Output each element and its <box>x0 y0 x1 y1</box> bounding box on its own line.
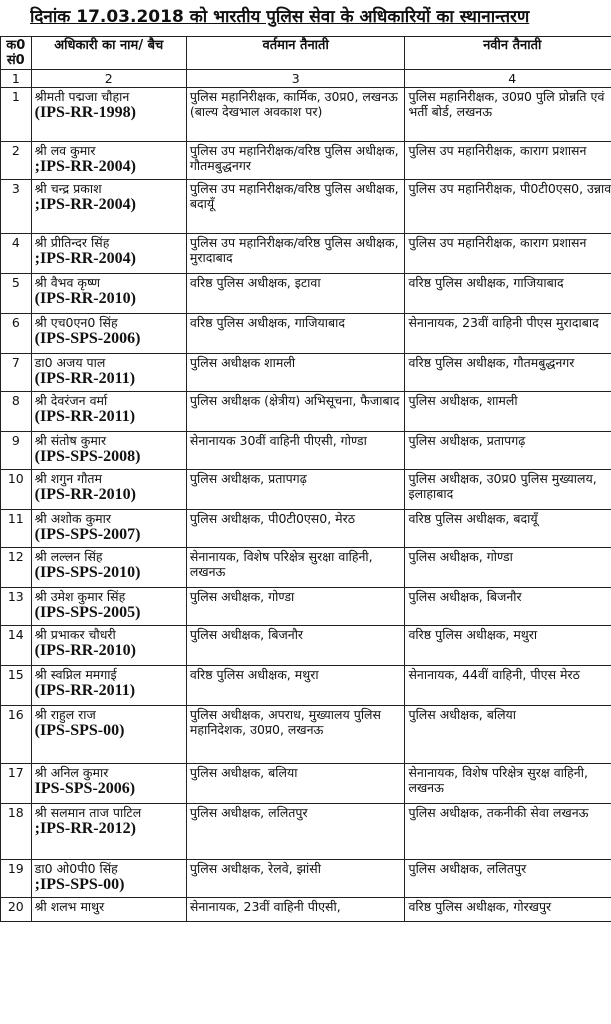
current-posting: सेनानायक 30वीं वाहिनी पीएसी, गोण्डा <box>186 432 405 470</box>
officer-name: श्री संतोष कुमार <box>34 433 107 448</box>
row-serial-number: 15 <box>1 666 32 706</box>
officer-cell <box>31 548 186 588</box>
new-posting: पुलिस उप महानिरीक्षक, पी0टी0एस0, उन्नाव <box>405 180 611 234</box>
column-number: 3 <box>186 70 405 88</box>
table-row <box>1 764 611 804</box>
row-serial-number: 19 <box>1 860 32 898</box>
officer-batch: (IPS-SPS-2006) <box>34 330 141 347</box>
new-posting: सेनानायक, 44वीं वाहिनी, पीएस मेरठ <box>405 666 611 706</box>
table-row <box>1 432 611 470</box>
officer-batch: (IPS-SPS-2005) <box>34 604 141 621</box>
officer-name: श्री एच0एन0 सिंह <box>34 315 118 330</box>
officer-name: श्री स्वप्निल ममगाई <box>34 667 117 682</box>
row-serial-number: 12 <box>1 548 32 588</box>
new-posting: पुलिस उप महानिरीक्षक, काराग प्रशासन <box>405 142 611 180</box>
officer-name: डा0 अजय पाल <box>34 355 106 370</box>
row-serial-number: 18 <box>1 804 32 860</box>
header-officer: अधिकारी का नाम/ बैच <box>31 37 186 70</box>
officer-cell <box>31 626 186 666</box>
officer-cell <box>31 354 186 392</box>
officer-cell <box>31 860 186 898</box>
column-number-row <box>1 70 611 88</box>
column-number: 1 <box>1 70 32 88</box>
header-new-posting: नवीन तैनाती <box>405 37 611 70</box>
new-posting: वरिष्ठ पुलिस अधीक्षक, गाजियाबाद <box>405 274 611 314</box>
table-row <box>1 88 611 142</box>
new-posting: वरिष्ठ पुलिस अधीक्षक, मथुरा <box>405 626 611 666</box>
officer-name: श्री प्रभाकर चौधरी <box>34 627 116 642</box>
officer-name: श्री अशोक कुमार <box>34 511 111 526</box>
officer-cell <box>31 706 186 764</box>
row-serial-number: 1 <box>1 88 32 142</box>
officer-name: श्री राहुल राज <box>34 707 96 722</box>
officer-name: श्री देवरंजन वर्मा <box>34 393 108 408</box>
officer-name: श्री शलभ माथुर <box>34 899 105 914</box>
row-serial-number: 5 <box>1 274 32 314</box>
officer-name: श्री अनिल कुमार <box>34 765 109 780</box>
current-posting: पुलिस अधीक्षक, गोण्डा <box>186 588 405 626</box>
officer-batch: ;IPS-RR-2012) <box>34 820 136 837</box>
officer-name: श्री सलमान ताज पाटिल <box>34 805 142 820</box>
current-posting: पुलिस अधीक्षक (क्षेत्रीय) अभिसूचना, फैजाबाद <box>186 392 405 432</box>
new-posting: वरिष्ठ पुलिस अधीक्षक, गौतमबुद्धनगर <box>405 354 611 392</box>
officer-cell <box>31 142 186 180</box>
new-posting: पुलिस अधीक्षक, तकनीकी सेवा लखनऊ <box>405 804 611 860</box>
row-serial-number: 2 <box>1 142 32 180</box>
row-serial-number: 9 <box>1 432 32 470</box>
table-row <box>1 860 611 898</box>
header-current-posting: वर्तमान तैनाती <box>186 37 405 70</box>
row-serial-number: 14 <box>1 626 32 666</box>
officer-batch: (IPS-RR-2010) <box>34 642 136 659</box>
current-posting: पुलिस अधीक्षक, पी0टी0एस0, मेरठ <box>186 510 405 548</box>
officer-cell <box>31 392 186 432</box>
row-serial-number: 3 <box>1 180 32 234</box>
officer-batch: (IPS-RR-2010) <box>34 486 136 503</box>
new-posting: पुलिस महानिरीक्षक, उ0प्र0 पुलि प्रोन्नति एवं भर्ती बोर्ड, लखनऊ <box>405 88 611 142</box>
table-row <box>1 510 611 548</box>
current-posting: पुलिस अधीक्षक, बिजनौर <box>186 626 405 666</box>
table-body <box>1 88 611 922</box>
row-serial-number: 10 <box>1 470 32 510</box>
current-posting: सेनानायक, 23वीं वाहिनी पीएसी, <box>186 898 405 922</box>
current-posting: पुलिस महानिरीक्षक, कार्मिक, उ0प्र0, लखनऊ (बाल्य देखभाल अवकाश पर) <box>186 88 405 142</box>
current-posting: वरिष्ठ पुलिस अधीक्षक, मथुरा <box>186 666 405 706</box>
officer-name: श्रीमती पद्मजा चौहान <box>34 89 130 104</box>
new-posting: पुलिस अधीक्षक, बिजनौर <box>405 588 611 626</box>
current-posting: वरिष्ठ पुलिस अधीक्षक, इटावा <box>186 274 405 314</box>
table-row <box>1 898 611 922</box>
current-posting: पुलिस अधीक्षक, ललितपुर <box>186 804 405 860</box>
officer-batch: (IPS-SPS-2010) <box>34 564 141 581</box>
table-row <box>1 392 611 432</box>
officer-cell <box>31 666 186 706</box>
table-row <box>1 706 611 764</box>
row-serial-number: 6 <box>1 314 32 354</box>
officer-cell <box>31 88 186 142</box>
current-posting: पुलिस अधीक्षक, रेलवे, झांसी <box>186 860 405 898</box>
officer-cell <box>31 898 186 922</box>
row-serial-number: 13 <box>1 588 32 626</box>
officer-batch: (IPS-RR-1998) <box>34 104 136 121</box>
officer-cell <box>31 588 186 626</box>
officer-name: श्री वैभव कृष्ण <box>34 275 101 290</box>
table-row <box>1 314 611 354</box>
current-posting: सेनानायक, विशेष परिक्षेत्र सुरक्षा वाहिनी, लखनऊ <box>186 548 405 588</box>
officer-batch: (IPS-RR-2010) <box>34 290 136 307</box>
table-row <box>1 548 611 588</box>
new-posting: पुलिस अधीक्षक, गोण्डा <box>405 548 611 588</box>
officer-cell <box>31 274 186 314</box>
current-posting: पुलिस अधीक्षक, अपराध, मुख्यालय पुलिस महानिदेशक, उ0प्र0, लखनऊ <box>186 706 405 764</box>
officer-batch: (IPS-SPS-2007) <box>34 526 141 543</box>
table-row <box>1 274 611 314</box>
officer-name: श्री लल्लन सिंह <box>34 549 103 564</box>
new-posting: वरिष्ठ पुलिस अधीक्षक, बदायूँ <box>405 510 611 548</box>
officer-name: श्री चन्द्र प्रकाश <box>34 181 102 196</box>
current-posting: पुलिस अधीक्षक, प्रतापगढ़ <box>186 470 405 510</box>
row-serial-number: 4 <box>1 234 32 274</box>
new-posting: सेनानायक, 23वीं वाहिनी पीएस मुरादाबाद <box>405 314 611 354</box>
current-posting: पुलिस उप महानिरीक्षक/वरिष्ठ पुलिस अधीक्षक, मुरादाबाद <box>186 234 405 274</box>
table-row <box>1 626 611 666</box>
new-posting: पुलिस अधीक्षक, उ0प्र0 पुलिस मुख्यालय, इलाहाबाद <box>405 470 611 510</box>
officer-batch: (IPS-RR-2011) <box>34 408 136 425</box>
row-serial-number: 7 <box>1 354 32 392</box>
table-row <box>1 142 611 180</box>
officer-name: श्री लव कुमार <box>34 143 96 158</box>
page-title: दिनांक 17.03.2018 को भारतीय पुलिस सेवा के अधिकारियों का स्थानान्तरण <box>30 7 530 27</box>
table-row <box>1 234 611 274</box>
officer-cell <box>31 314 186 354</box>
row-serial-number: 20 <box>1 898 32 922</box>
column-number: 4 <box>405 70 611 88</box>
transfer-table <box>0 36 611 922</box>
current-posting: पुलिस उप महानिरीक्षक/वरिष्ठ पुलिस अधीक्षक, बदायूँ <box>186 180 405 234</box>
officer-batch: (IPS-RR-2011) <box>34 370 136 387</box>
table-row <box>1 354 611 392</box>
officer-cell <box>31 804 186 860</box>
officer-batch: IPS-SPS-2006) <box>34 780 136 797</box>
officer-batch: (IPS-SPS-00) <box>34 722 125 739</box>
officer-name: श्री प्रीतिन्दर सिंह <box>34 235 110 250</box>
new-posting: पुलिस अधीक्षक, शामली <box>405 392 611 432</box>
current-posting: पुलिस अधीक्षक शामली <box>186 354 405 392</box>
officer-batch: ;IPS-SPS-00) <box>34 876 125 893</box>
current-posting: वरिष्ठ पुलिस अधीक्षक, गाजियाबाद <box>186 314 405 354</box>
officer-batch: ;IPS-RR-2004) <box>34 158 136 175</box>
table-row <box>1 666 611 706</box>
table-row <box>1 588 611 626</box>
new-posting: पुलिस उप महानिरीक्षक, काराग प्रशासन <box>405 234 611 274</box>
officer-cell <box>31 234 186 274</box>
officer-batch: ;IPS-RR-2004) <box>34 250 136 267</box>
table-header-row <box>1 37 611 70</box>
current-posting: पुलिस अधीक्षक, बलिया <box>186 764 405 804</box>
officer-batch: (IPS-RR-2011) <box>34 682 136 699</box>
row-serial-number: 8 <box>1 392 32 432</box>
table-row <box>1 180 611 234</box>
column-number: 2 <box>31 70 186 88</box>
officer-cell <box>31 470 186 510</box>
current-posting: पुलिस उप महानिरीक्षक/वरिष्ठ पुलिस अधीक्षक, गौतमबुद्धनगर <box>186 142 405 180</box>
new-posting: वरिष्ठ पुलिस अधीक्षक, गोरखपुर <box>405 898 611 922</box>
header-sno: क0 सं0 <box>1 37 32 70</box>
table-row <box>1 804 611 860</box>
row-serial-number: 11 <box>1 510 32 548</box>
officer-cell <box>31 764 186 804</box>
officer-batch: ;IPS-RR-2004) <box>34 196 136 213</box>
row-serial-number: 16 <box>1 706 32 764</box>
officer-cell <box>31 432 186 470</box>
new-posting: पुलिस अधीक्षक, बलिया <box>405 706 611 764</box>
officer-cell <box>31 180 186 234</box>
table-row <box>1 470 611 510</box>
officer-cell <box>31 510 186 548</box>
officer-name: डा0 ओ0पी0 सिंह <box>34 861 118 876</box>
new-posting: पुलिस अधीक्षक, प्रतापगढ़ <box>405 432 611 470</box>
new-posting: पुलिस अधीक्षक, ललितपुर <box>405 860 611 898</box>
officer-batch: (IPS-SPS-2008) <box>34 448 141 465</box>
row-serial-number: 17 <box>1 764 32 804</box>
officer-name: श्री उमेश कुमार सिंह <box>34 589 126 604</box>
new-posting: सेनानायक, विशेष परिक्षेत्र सुरक्ष वाहिनी, लखनऊ <box>405 764 611 804</box>
officer-name: श्री शगुन गौतम <box>34 471 103 486</box>
